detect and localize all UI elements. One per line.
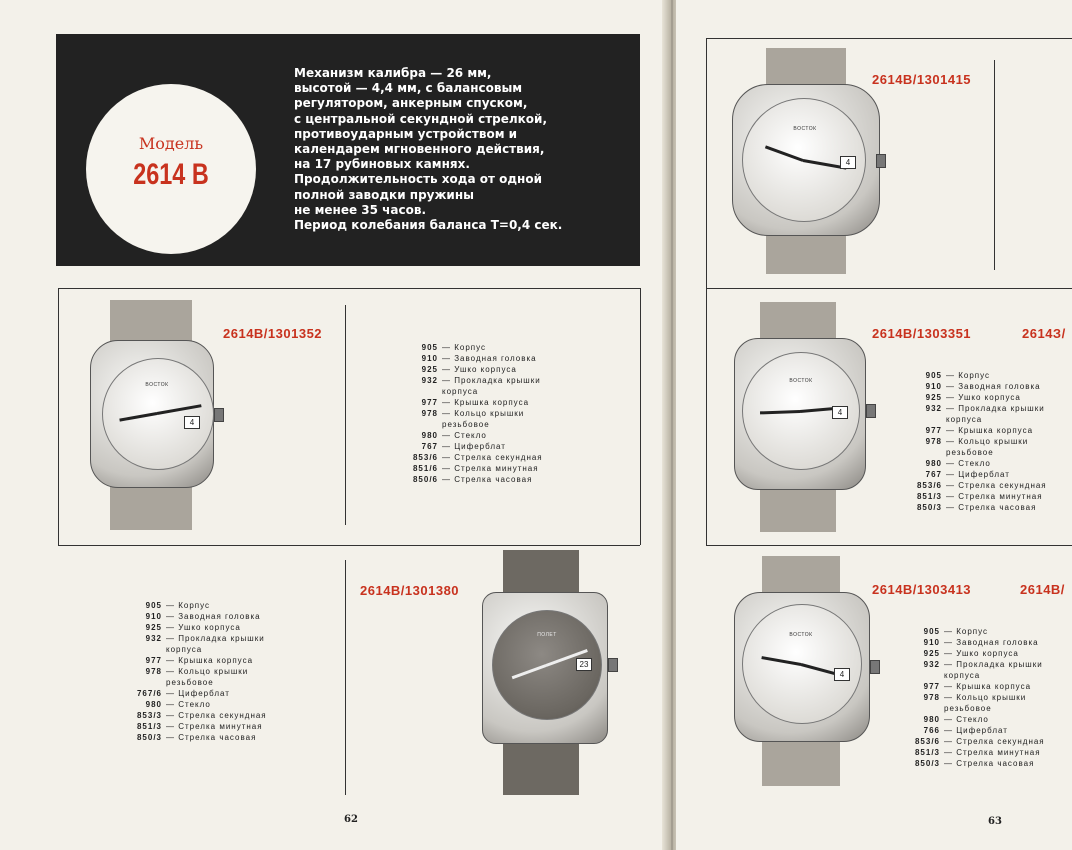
frame-line: [994, 60, 995, 270]
spec-line: с центральной секундной стрелкой,: [294, 111, 548, 126]
parts-list: [128, 600, 267, 743]
model-code: 2614В/1301380: [360, 583, 460, 598]
parts-row: [906, 747, 1045, 758]
spec-line: противоударным устройством и: [294, 126, 518, 141]
part-number: 978: [925, 437, 942, 446]
part-name: — Крышка корпуса: [944, 682, 1032, 691]
page-number: 62: [344, 814, 358, 825]
part-number: 851/3: [916, 492, 942, 501]
part-name: — Стрелка минутная: [946, 492, 1043, 501]
parts-list: [404, 342, 543, 485]
part-number: 851/6: [412, 464, 438, 473]
part-name: — Крышка корпуса: [166, 656, 254, 665]
parts-row: [404, 430, 543, 441]
part-number: 925: [145, 623, 162, 632]
parts-row: [908, 425, 1047, 436]
parts-row: [908, 403, 1047, 425]
parts-row: [906, 648, 1045, 659]
part-number: 766: [923, 726, 940, 735]
dial-brand: ВОСТОК: [789, 378, 813, 384]
part-number: 905: [925, 371, 942, 380]
parts-row: [906, 681, 1045, 692]
part-number: 932: [421, 376, 438, 385]
watch-photo-1301380: [470, 550, 620, 795]
frame-line: [706, 38, 707, 545]
parts-row: [906, 736, 1045, 747]
watch-photo-1303351: [732, 302, 882, 532]
model-code: 2614В/1301415: [872, 72, 972, 87]
date-window: 4: [832, 406, 848, 419]
part-name: — Стрелка минутная: [442, 464, 539, 473]
parts-row: [128, 655, 267, 666]
parts-row: [906, 637, 1045, 648]
parts-row: [404, 364, 543, 375]
parts-list: [906, 626, 1045, 769]
part-name: — Стрелка часовая: [166, 733, 257, 742]
model-code-cut: 2614В/: [1020, 582, 1065, 597]
part-number: 978: [421, 409, 438, 418]
spec-line: календарем мгновенного действия,: [294, 142, 545, 157]
model-badge: [86, 84, 256, 254]
part-name: — Стрелка секундная: [166, 711, 267, 720]
parts-row: [906, 692, 1045, 714]
spec-line: высотой — 4,4 мм, с балансовым: [294, 81, 523, 96]
part-number: 853/6: [916, 481, 942, 490]
spec-line: на 17 рубиновых камнях.: [294, 157, 470, 172]
frame-line: [58, 545, 640, 546]
parts-list: [908, 370, 1047, 513]
spec-line: полной заводки пружины: [294, 187, 474, 202]
parts-row: [404, 463, 543, 474]
part-number: 980: [923, 715, 940, 724]
part-name: — Стрелка секундная: [944, 737, 1045, 746]
part-number: 851/3: [914, 748, 940, 757]
dial-brand: ВОСТОК: [793, 126, 817, 132]
parts-row: [404, 441, 543, 452]
spec-line: не менее 35 часов.: [294, 202, 427, 217]
part-number: 925: [925, 393, 942, 402]
part-name: — Корпус: [946, 371, 991, 380]
part-number: 978: [923, 693, 940, 702]
model-code: 2614В/1303413: [872, 582, 972, 597]
part-name: — Циферблат: [166, 689, 230, 698]
part-number: 910: [925, 382, 942, 391]
part-number: 932: [925, 404, 942, 413]
watch-crown: [608, 658, 618, 672]
watch-photo-1301352: [88, 300, 238, 530]
parts-row: [404, 375, 543, 397]
part-number: 905: [923, 627, 940, 636]
part-number: 925: [421, 365, 438, 374]
part-name: — Циферблат: [946, 470, 1010, 479]
watch-crown: [876, 154, 886, 168]
part-number: 977: [421, 398, 438, 407]
part-number: 850/3: [136, 733, 162, 742]
part-name: — Прокладка крышки корпуса: [442, 376, 541, 396]
part-name: — Прокладка крышки корпуса: [944, 660, 1043, 680]
part-name: — Заводная головка: [946, 382, 1041, 391]
date-window: 4: [184, 416, 200, 429]
part-number: 850/6: [412, 475, 438, 484]
parts-row: [908, 480, 1047, 491]
parts-row: [128, 611, 267, 622]
part-number: 905: [421, 343, 438, 352]
watch-crown: [870, 660, 880, 674]
parts-row: [404, 474, 543, 485]
parts-row: [128, 666, 267, 688]
parts-row: [404, 342, 543, 353]
part-name: — Ушко корпуса: [166, 623, 241, 632]
part-name: — Кольцо крышки резьбовое: [166, 667, 249, 687]
frame-line: [345, 560, 346, 795]
parts-row: [908, 491, 1047, 502]
parts-row: [128, 622, 267, 633]
part-number: 910: [923, 638, 940, 647]
parts-row: [908, 381, 1047, 392]
part-number: 905: [145, 601, 162, 610]
part-number: 767/6: [136, 689, 162, 698]
date-window: 23: [576, 658, 592, 671]
part-name: — Стекло: [166, 700, 211, 709]
parts-row: [908, 392, 1047, 403]
parts-row: [906, 725, 1045, 736]
frame-line: [58, 288, 59, 545]
part-name: — Стрелка часовая: [946, 503, 1037, 512]
part-number: 978: [145, 667, 162, 676]
part-name: — Крышка корпуса: [442, 398, 530, 407]
page-number: 63: [988, 816, 1002, 827]
part-number: 980: [925, 459, 942, 468]
part-number: 853/3: [136, 711, 162, 720]
frame-line: [706, 288, 1072, 289]
part-name: — Стекло: [946, 459, 991, 468]
parts-row: [404, 353, 543, 364]
parts-row: [128, 721, 267, 732]
model-code: 2614В/1301352: [223, 326, 323, 341]
model-word: Модель: [138, 134, 204, 153]
spec-line: Период колебания баланса Т=0,4 сек.: [294, 218, 563, 233]
frame-line: [706, 38, 1072, 39]
part-number: 910: [145, 612, 162, 621]
parts-row: [128, 688, 267, 699]
parts-row: [908, 469, 1047, 480]
part-name: — Стрелка часовая: [944, 759, 1035, 768]
part-number: 767: [925, 470, 942, 479]
parts-row: [128, 633, 267, 655]
part-number: 767: [421, 442, 438, 451]
parts-row: [128, 699, 267, 710]
part-number: 910: [421, 354, 438, 363]
part-number: 925: [923, 649, 940, 658]
date-window: 4: [834, 668, 850, 681]
parts-row: [128, 600, 267, 611]
watch-photo-1301415: [730, 48, 890, 274]
date-window: 4: [840, 156, 856, 169]
part-number: 853/6: [914, 737, 940, 746]
part-name: — Циферблат: [944, 726, 1008, 735]
model-header: [56, 34, 640, 266]
part-name: — Заводная головка: [442, 354, 537, 363]
model-code: 2614В/1303351: [872, 326, 972, 341]
parts-row: [128, 732, 267, 743]
part-name: — Заводная головка: [166, 612, 261, 621]
parts-row: [908, 436, 1047, 458]
model-number: 2614 В: [133, 158, 209, 191]
part-name: — Стрелка минутная: [166, 722, 263, 731]
part-name: — Кольцо крышки резьбовое: [442, 409, 525, 429]
part-name: — Кольцо крышки резьбовое: [944, 693, 1027, 713]
spec-line: Механизм калибра — 26 мм,: [294, 66, 492, 80]
part-name: — Кольцо крышки резьбовое: [946, 437, 1029, 457]
part-name: — Стекло: [944, 715, 989, 724]
parts-row: [906, 626, 1045, 637]
part-number: 850/3: [916, 503, 942, 512]
parts-row: [906, 714, 1045, 725]
movement-spec: [294, 66, 634, 233]
part-name: — Корпус: [166, 601, 211, 610]
part-name: — Стрелка секундная: [442, 453, 543, 462]
parts-row: [404, 408, 543, 430]
part-number: 977: [925, 426, 942, 435]
part-name: — Прокладка крышки корпуса: [166, 634, 265, 654]
dial-brand: ПОЛЕТ: [537, 632, 557, 638]
parts-row: [404, 452, 543, 463]
part-name: — Стрелка секундная: [946, 481, 1047, 490]
part-name: — Циферблат: [442, 442, 506, 451]
part-name: — Корпус: [442, 343, 487, 352]
parts-row: [128, 710, 267, 721]
model-code-cut: 2614З/: [1022, 326, 1066, 341]
parts-row: [908, 370, 1047, 381]
part-name: — Ушко корпуса: [442, 365, 517, 374]
right-page: [676, 0, 1072, 850]
parts-row: [906, 659, 1045, 681]
frame-line: [58, 288, 640, 289]
part-name: — Крышка корпуса: [946, 426, 1034, 435]
part-name: — Ушко корпуса: [946, 393, 1021, 402]
part-name: — Стекло: [442, 431, 487, 440]
spec-line: Продолжительность хода от одной: [294, 172, 542, 187]
part-name: — Прокладка крышки корпуса: [946, 404, 1045, 424]
parts-row: [908, 458, 1047, 469]
part-number: 932: [923, 660, 940, 669]
watch-crown: [214, 408, 224, 422]
frame-line: [706, 545, 1072, 546]
part-number: 853/6: [412, 453, 438, 462]
part-name: — Стрелка часовая: [442, 475, 533, 484]
watch-crown: [866, 404, 876, 418]
spec-line: регулятором, анкерным спуском,: [294, 96, 528, 111]
part-name: — Стрелка минутная: [944, 748, 1041, 757]
frame-line: [640, 288, 641, 545]
part-number: 932: [145, 634, 162, 643]
part-number: 980: [145, 700, 162, 709]
part-name: — Корпус: [944, 627, 989, 636]
part-number: 980: [421, 431, 438, 440]
dial-brand: ВОСТОК: [145, 382, 169, 388]
frame-line: [345, 305, 346, 525]
part-number: 851/3: [136, 722, 162, 731]
part-number: 977: [923, 682, 940, 691]
dial-brand: ВОСТОК: [789, 632, 813, 638]
parts-row: [908, 502, 1047, 513]
parts-row: [906, 758, 1045, 769]
part-number: 977: [145, 656, 162, 665]
parts-row: [404, 397, 543, 408]
part-name: — Заводная головка: [944, 638, 1039, 647]
watch-photo-1303413: [730, 556, 890, 786]
part-number: 850/3: [914, 759, 940, 768]
part-name: — Ушко корпуса: [944, 649, 1019, 658]
